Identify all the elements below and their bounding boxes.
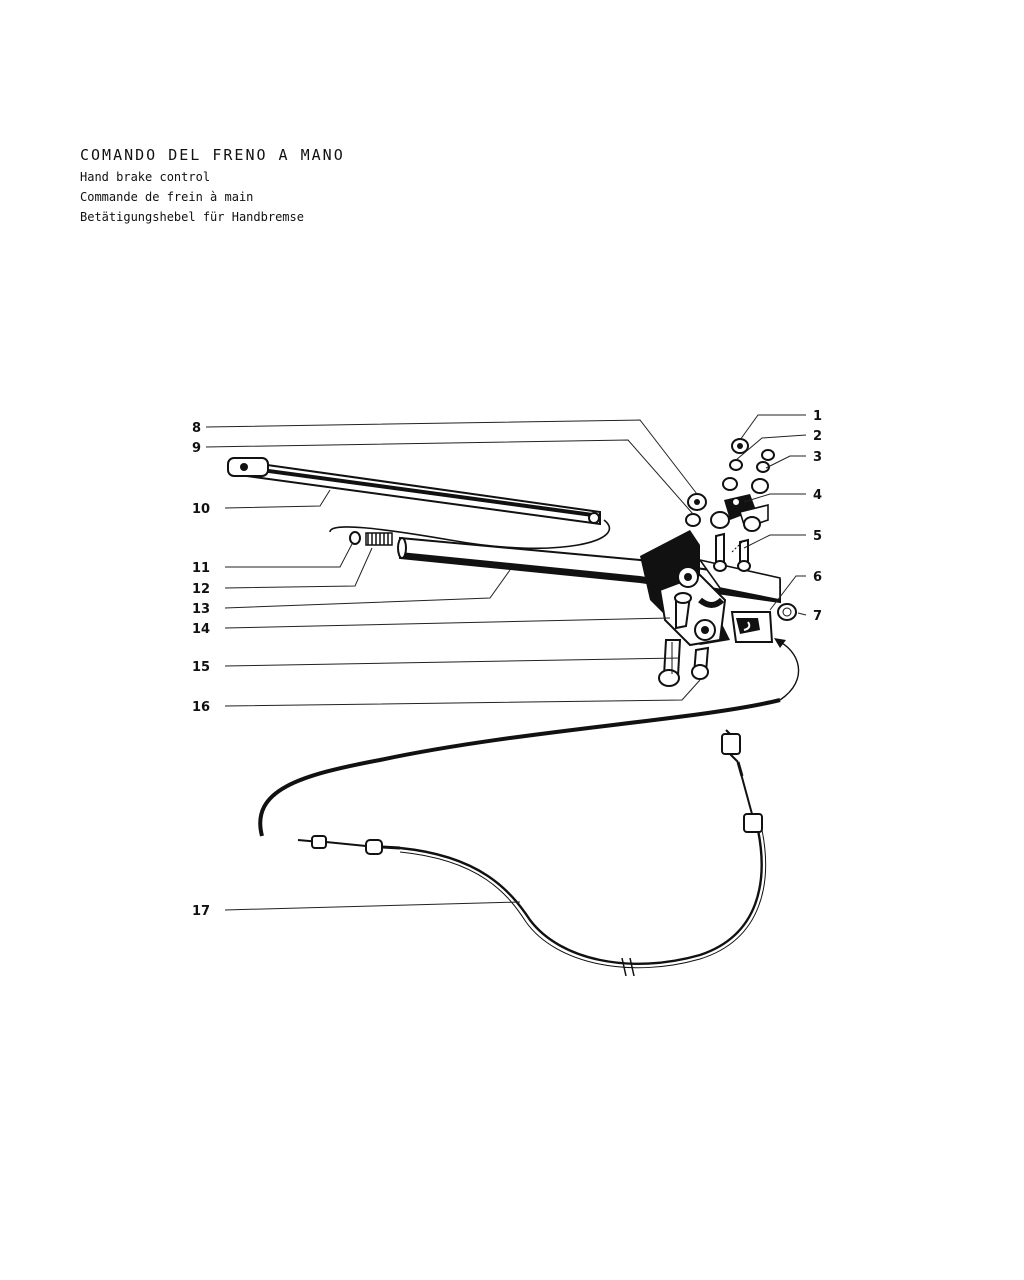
part-6-clip — [732, 612, 772, 642]
callout-9: 9 — [192, 441, 202, 456]
title-english: Hand brake control — [80, 170, 211, 184]
title-french: Commande de frein à main — [80, 190, 254, 204]
callout-11: 11 — [192, 561, 211, 576]
part-7-washer — [778, 604, 796, 620]
part-12-spring — [366, 533, 392, 545]
callout-10: 10 — [192, 502, 211, 517]
part-15-bolt — [659, 640, 680, 686]
callout-17: 17 — [192, 904, 211, 919]
callout-1: 1 — [813, 409, 823, 424]
part-16-bolt — [692, 648, 708, 679]
callout-5: 5 — [813, 529, 823, 544]
title-italian: COMANDO DEL FRENO A MANO — [80, 146, 345, 164]
part-10-rod — [228, 458, 609, 548]
callout-6: 6 — [813, 570, 823, 585]
part-1-nut — [732, 439, 748, 453]
part-11-washer — [350, 532, 360, 544]
callout-2: 2 — [813, 429, 823, 444]
callout-8: 8 — [192, 421, 202, 436]
part-17-cable — [260, 700, 780, 976]
callout-3: 3 — [813, 450, 823, 465]
callout-15: 15 — [192, 660, 211, 675]
title-german: Betätigungshebel für Handbremse — [80, 210, 304, 224]
callout-12: 12 — [192, 582, 211, 597]
callout-4: 4 — [813, 488, 823, 503]
part-9-washer — [686, 514, 700, 526]
part-4-pawl — [711, 494, 768, 531]
callout-14: 14 — [192, 622, 211, 637]
callout-7: 7 — [813, 609, 823, 624]
leader-lines — [206, 415, 806, 910]
part-5-pin — [714, 534, 750, 571]
callout-16: 16 — [192, 700, 211, 715]
callout-13: 13 — [192, 602, 211, 617]
part-8-nut — [688, 494, 706, 510]
